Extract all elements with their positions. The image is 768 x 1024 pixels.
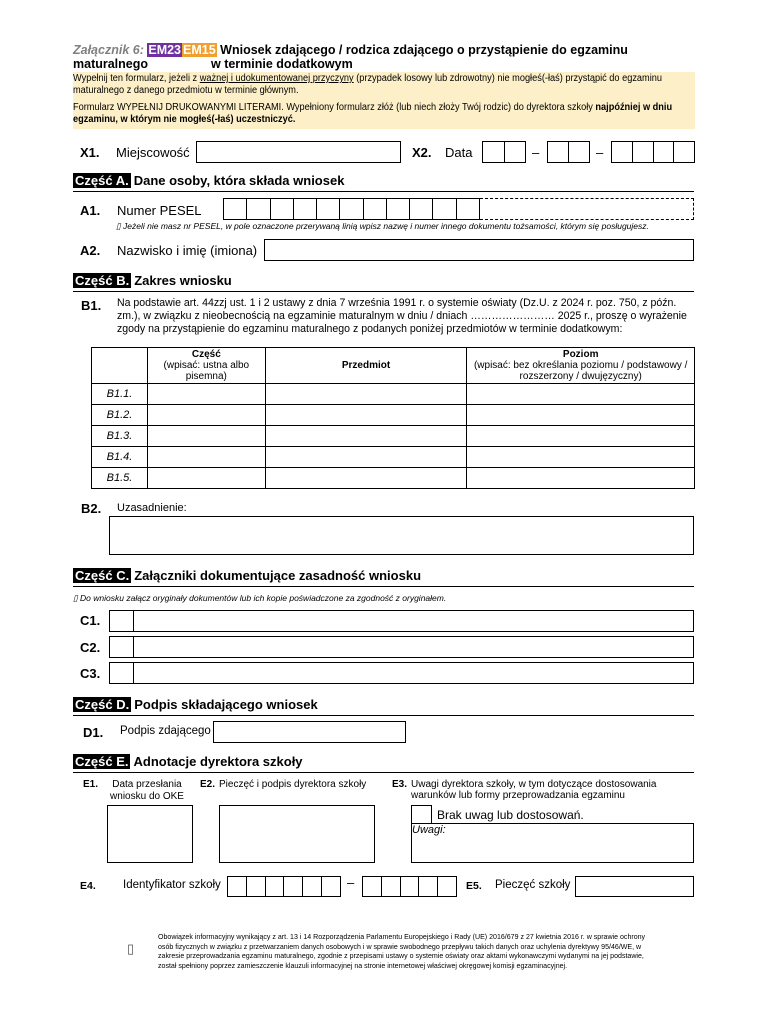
c1-checkbox[interactable] bbox=[109, 610, 134, 632]
section-c-header bbox=[73, 567, 694, 587]
table-row bbox=[92, 384, 695, 405]
place-input[interactable] bbox=[196, 141, 401, 163]
date-day-input[interactable] bbox=[482, 141, 526, 163]
a1-label: Numer PESEL bbox=[117, 203, 202, 218]
subject-cell[interactable] bbox=[265, 447, 467, 468]
x2-code: X2. bbox=[412, 145, 432, 160]
section-d-badge: Część D. bbox=[75, 697, 130, 712]
section-c-title: Załączniki dokumentujące zasadność wniosku bbox=[134, 568, 422, 583]
subject-cell[interactable] bbox=[265, 405, 467, 426]
subject-cell[interactable] bbox=[265, 426, 467, 447]
c-note-text: Do wniosku załącz oryginały dokumentów lub ich kopie poświadczone za zgodność z oryginałem. bbox=[80, 593, 447, 603]
c2-code: C2. bbox=[80, 640, 101, 655]
justification-input[interactable] bbox=[109, 516, 694, 555]
school-id-input-2[interactable] bbox=[362, 876, 457, 897]
col-subject-head bbox=[265, 348, 467, 384]
c2-input[interactable] bbox=[133, 636, 694, 658]
e3-check-label: Brak uwag lub dostosowań. bbox=[437, 808, 584, 822]
a2-code: A2. bbox=[80, 243, 101, 258]
col-subject-title: Przedmiot bbox=[341, 360, 391, 371]
a1-code: A1. bbox=[80, 203, 101, 218]
c2-checkbox[interactable] bbox=[109, 636, 134, 658]
e2-code: E2. bbox=[200, 779, 216, 790]
alt-document-input[interactable] bbox=[480, 198, 694, 220]
c-note bbox=[73, 593, 446, 604]
section-e-title: Adnotacje dyrektora szkoły bbox=[133, 754, 303, 769]
e5-code: E5. bbox=[466, 880, 482, 892]
instruction-box bbox=[73, 72, 695, 129]
c3-input[interactable] bbox=[133, 662, 694, 684]
section-e-badge: Część E. bbox=[75, 754, 129, 769]
pesel-input[interactable] bbox=[223, 198, 480, 220]
e3-checkbox[interactable] bbox=[411, 805, 432, 825]
instruction-p1-a: Wypełnij ten formularz, jeżeli z bbox=[73, 73, 200, 84]
c1-code: C1. bbox=[80, 613, 101, 628]
section-e-header bbox=[73, 753, 694, 773]
a1-note-text: Jeżeli nie masz nr PESEL, w pole oznaczone przerywaną linią wpisz nazwę i numer innego dokumentu tożsamości, którym się posługujesz. bbox=[123, 221, 649, 231]
col-part-head bbox=[147, 348, 265, 384]
row-label: B1.1. bbox=[92, 384, 148, 405]
section-c-badge: Część C. bbox=[75, 568, 130, 583]
a1-note bbox=[116, 221, 649, 232]
e4-code: E4. bbox=[80, 880, 96, 892]
e3-label: Uwagi dyrektora szkoły, w tym dotyczące dostosowania warunków lub formy przeprowadzania egzaminu bbox=[411, 779, 657, 801]
e5-label: Pieczęć szkoły bbox=[495, 879, 571, 891]
section-b-badge: Część B. bbox=[75, 273, 130, 288]
e1-label: Data przesłania wniosku do OKE bbox=[110, 779, 184, 802]
table-row bbox=[92, 447, 695, 468]
col-part-sub: (wpisać: ustna albo pisemna) bbox=[163, 360, 250, 382]
level-cell[interactable] bbox=[467, 447, 695, 468]
part-cell[interactable] bbox=[147, 447, 265, 468]
section-d-title: Podpis składającego wniosek bbox=[134, 697, 318, 712]
section-a-header bbox=[73, 172, 694, 192]
e3-notes-box[interactable] bbox=[411, 823, 694, 863]
date-month-input[interactable] bbox=[547, 141, 590, 163]
d1-label: Podpis zdającego bbox=[120, 725, 211, 737]
badge-em15: EM15 bbox=[183, 43, 216, 57]
e4-sep: – bbox=[347, 875, 355, 890]
b1-text-body: Na podstawie art. 44zzj ust. 1 i 2 ustawy z dnia 7 września 1991 r. o systemie oświaty (Dz.U. z 2024 r. poz. 750, z późn. zm.), w związku z nieobecnością na egzaminie maturalnym w dniu / dniach …………………… 2025 r., proszę o wyrażenie zgody na przystąpienie do egzaminu maturalnego z podanych poniżej przedmiotów w terminie dodatkowym: bbox=[117, 297, 687, 335]
level-cell[interactable] bbox=[467, 468, 695, 489]
a2-label: Nazwisko i imię (imiona) bbox=[117, 243, 258, 258]
subject-cell[interactable] bbox=[265, 384, 467, 405]
instruction-p1-b: (przypadek losowy lub zdrowotny) nie mogłeś(-łaś) przystąpić do egzaminu maturalnego z danego przedmiotu w terminie głównym. bbox=[73, 73, 662, 96]
school-id-input-1[interactable] bbox=[227, 876, 341, 897]
signature-input[interactable] bbox=[213, 721, 406, 743]
date-sep-1: – bbox=[532, 145, 540, 160]
part-cell[interactable] bbox=[147, 384, 265, 405]
form-header bbox=[73, 43, 703, 71]
table-row bbox=[92, 426, 695, 447]
row-label: B1.5. bbox=[92, 468, 148, 489]
info-icon: ▯ bbox=[73, 593, 81, 603]
date-sep-2: – bbox=[596, 145, 604, 160]
section-a-badge: Część A. bbox=[75, 173, 129, 188]
e1-box[interactable] bbox=[107, 805, 193, 863]
c1-input[interactable] bbox=[133, 610, 694, 632]
level-cell[interactable] bbox=[467, 426, 695, 447]
e4-label: Identyfikator szkoły bbox=[123, 879, 221, 891]
e3-notes-label: Uwagi: bbox=[412, 824, 446, 836]
table-corner-cell bbox=[92, 348, 148, 384]
table-row bbox=[92, 405, 695, 426]
x1-label: Miejscowość bbox=[116, 145, 190, 160]
part-cell[interactable] bbox=[147, 405, 265, 426]
col-level-head bbox=[467, 348, 695, 384]
date-year-input[interactable] bbox=[611, 141, 695, 163]
row-label: B1.4. bbox=[92, 447, 148, 468]
b1-code: B1. bbox=[81, 298, 102, 313]
instruction-p2 bbox=[73, 102, 695, 125]
x1-code: X1. bbox=[80, 145, 100, 160]
form-title: Wniosek zdającego / rodzica zdającego o przystąpienie do egzaminu maturalnego bbox=[73, 43, 628, 71]
gdpr-info bbox=[158, 932, 658, 970]
c3-code: C3. bbox=[80, 666, 101, 681]
c3-checkbox[interactable] bbox=[109, 662, 134, 684]
level-cell[interactable] bbox=[467, 384, 695, 405]
section-b-header bbox=[73, 272, 694, 292]
e1-code: E1. bbox=[83, 779, 99, 790]
part-cell[interactable] bbox=[147, 426, 265, 447]
subjects-table bbox=[91, 347, 695, 489]
b1-text bbox=[117, 297, 707, 336]
section-d-header bbox=[73, 696, 694, 716]
name-input[interactable] bbox=[264, 239, 694, 261]
col-level-title: Poziom bbox=[562, 349, 599, 360]
school-stamp-box[interactable] bbox=[575, 876, 694, 897]
instruction-p1-u: ważnej i udokumentowanej przyczyny bbox=[199, 73, 354, 84]
e3-code: E3. bbox=[392, 779, 408, 790]
table-row bbox=[92, 468, 695, 489]
b2-code: B2. bbox=[81, 501, 102, 516]
col-part-title: Część bbox=[191, 349, 221, 360]
d1-code: D1. bbox=[83, 725, 104, 740]
row-label: B1.3. bbox=[92, 426, 148, 447]
row-label: B1.2. bbox=[92, 405, 148, 426]
subjects-table-head bbox=[92, 348, 695, 384]
badge-em23: EM23 bbox=[148, 43, 182, 57]
instruction-p2-b: najpóźniej w dniu egzaminu, w którym nie mogłeś(-łaś) uczestniczyć. bbox=[73, 102, 673, 125]
section-b-title: Zakres wniosku bbox=[134, 273, 232, 288]
e2-label: Pieczęć i podpis dyrektora szkoły bbox=[219, 779, 367, 790]
level-cell[interactable] bbox=[467, 405, 695, 426]
info-icon: ▯ bbox=[127, 941, 135, 956]
instruction-p2-a: Formularz WYPEŁNIJ DRUKOWANYMI LITERAMI. Wypełniony formularz złóż (lub niech złoży Twój rodzic) do dyrektora szkoły bbox=[73, 102, 596, 113]
form-title-line2: w terminie dodatkowym bbox=[211, 57, 353, 71]
info-icon: ▯ bbox=[116, 221, 124, 231]
x2-label: Data bbox=[445, 145, 473, 160]
attachment-label: Załącznik 6 bbox=[73, 43, 140, 57]
b2-label: Uzasadnienie: bbox=[117, 502, 187, 514]
instruction-p1 bbox=[73, 73, 695, 96]
attachment-colon: : bbox=[139, 43, 144, 57]
part-cell[interactable] bbox=[147, 468, 265, 489]
gdpr-info-text: Obowiązek informacyjny wynikający z art. 13 i 14 Rozporządzenia Parlamentu Europejskiego i Rady (UE) 2016/679 z 27 kwietnia 2016 r. w sprawie ochrony osób fizycznych w związku z przetwarzaniem danych osobowych i w sprawie swobodnego przepływu takich danych oraz uchylenia dyrektywy 95/46/WE, w zakresie przeprowadzania egzaminu maturalnego, zgodnie z przepisami ustawy o systemie oświaty oraz aktami wykonawczymi wydanymi na jej podstawie, został spełniony poprzez zamieszczenie klauzuli informacyjnej na stronie internetowej właściwej okręgowej komisji egzaminacyjnej. bbox=[158, 932, 646, 970]
subject-cell[interactable] bbox=[265, 468, 467, 489]
section-a-title: Dane osoby, która składa wniosek bbox=[133, 173, 345, 188]
e2-box[interactable] bbox=[219, 805, 375, 863]
col-level-sub: (wpisać: bez określania poziomu / podstawowy / rozszerzony / dwujęzyczny) bbox=[473, 360, 688, 382]
